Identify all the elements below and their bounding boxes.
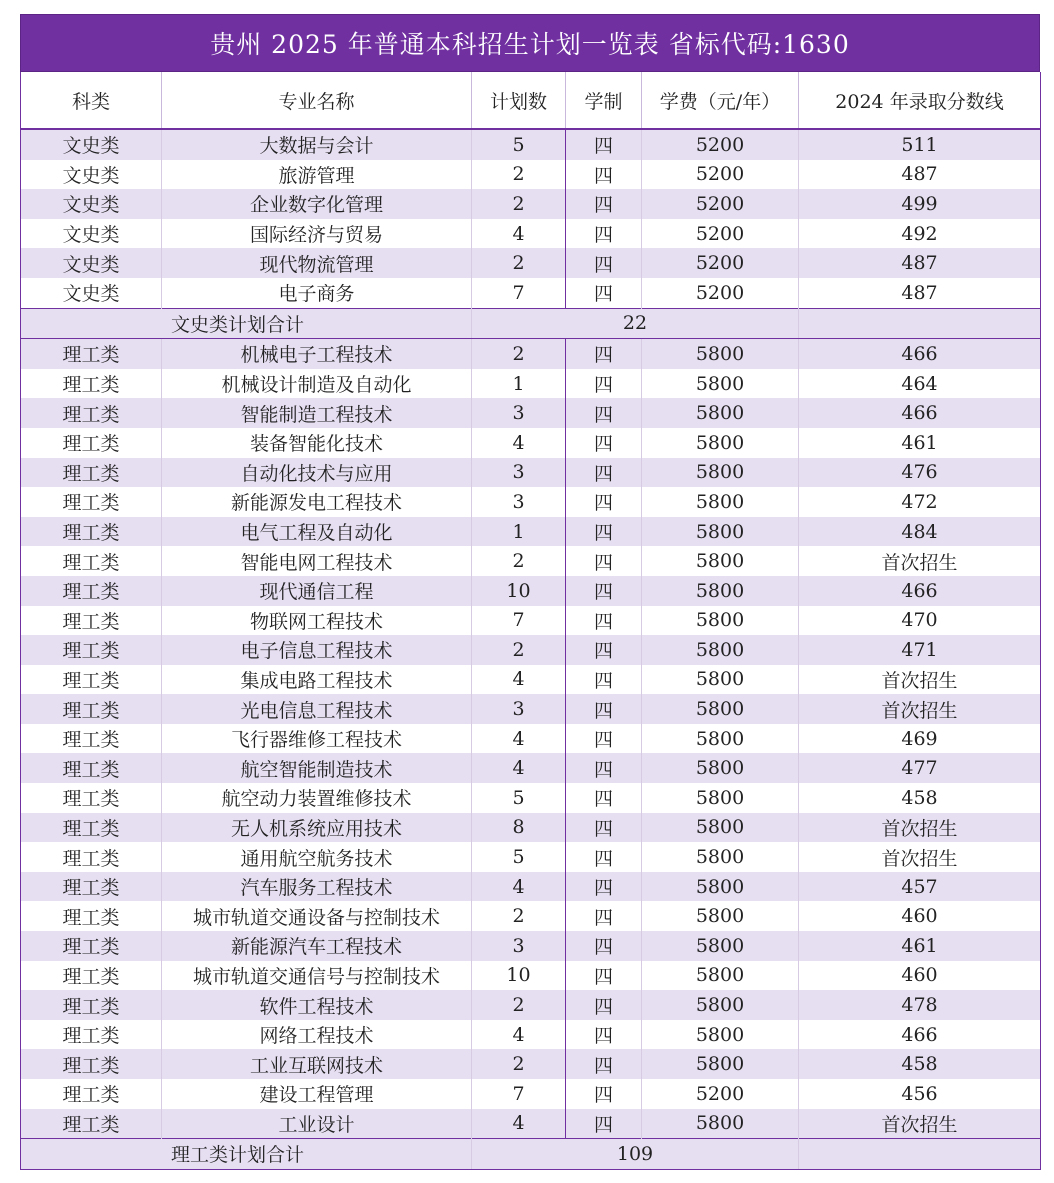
header-duration: 学制 bbox=[566, 72, 642, 129]
major-name-cell: 光电信息工程技术 bbox=[162, 694, 472, 724]
category-cell: 理工类 bbox=[21, 369, 162, 399]
duration-cell: 四 bbox=[566, 1109, 642, 1139]
plan-count-cell: 1 bbox=[472, 369, 566, 399]
major-name-cell: 装备智能化技术 bbox=[162, 428, 472, 458]
major-name-cell: 自动化技术与应用 bbox=[162, 458, 472, 488]
table-row bbox=[21, 339, 1041, 369]
duration-cell: 四 bbox=[566, 129, 642, 160]
plan-count-cell: 2 bbox=[472, 901, 566, 931]
category-cell: 理工类 bbox=[21, 1109, 162, 1139]
major-name-cell: 软件工程技术 bbox=[162, 990, 472, 1020]
header-tuition: 学费（元/年） bbox=[642, 72, 799, 129]
plan-count-cell: 4 bbox=[472, 219, 566, 249]
plan-count-cell: 4 bbox=[472, 872, 566, 902]
major-name-cell: 网络工程技术 bbox=[162, 1020, 472, 1050]
score-cell: 首次招生 bbox=[799, 813, 1041, 843]
table-row bbox=[21, 783, 1041, 813]
tuition-cell: 5800 bbox=[642, 606, 799, 636]
table-row bbox=[21, 872, 1041, 902]
score-cell: 466 bbox=[799, 576, 1041, 606]
tuition-cell: 5800 bbox=[642, 1020, 799, 1050]
tuition-cell: 5800 bbox=[642, 458, 799, 488]
major-name-cell: 汽车服务工程技术 bbox=[162, 872, 472, 902]
tuition-cell: 5800 bbox=[642, 635, 799, 665]
category-cell: 理工类 bbox=[21, 576, 162, 606]
header-2024-score: 2024 年录取分数线 bbox=[799, 72, 1041, 129]
table-row bbox=[21, 428, 1041, 458]
major-name-cell: 建设工程管理 bbox=[162, 1079, 472, 1109]
table-row bbox=[21, 546, 1041, 576]
table-row bbox=[21, 1109, 1041, 1139]
major-name-cell: 旅游管理 bbox=[162, 160, 472, 190]
score-cell: 首次招生 bbox=[799, 694, 1041, 724]
table-row bbox=[21, 665, 1041, 695]
duration-cell: 四 bbox=[566, 872, 642, 902]
score-cell: 487 bbox=[799, 248, 1041, 278]
major-name-cell: 电气工程及自动化 bbox=[162, 517, 472, 547]
tuition-cell: 5800 bbox=[642, 694, 799, 724]
group-total-value: 22 bbox=[472, 308, 799, 339]
tuition-cell: 5200 bbox=[642, 1079, 799, 1109]
category-cell: 理工类 bbox=[21, 931, 162, 961]
category-cell: 理工类 bbox=[21, 665, 162, 695]
tuition-cell: 5800 bbox=[642, 872, 799, 902]
major-name-cell: 城市轨道交通设备与控制技术 bbox=[162, 901, 472, 931]
score-cell: 477 bbox=[799, 753, 1041, 783]
header-category: 科类 bbox=[21, 72, 162, 129]
plan-count-cell: 3 bbox=[472, 487, 566, 517]
category-cell: 理工类 bbox=[21, 398, 162, 428]
table-row bbox=[21, 813, 1041, 843]
group-total-row bbox=[21, 1139, 1041, 1170]
table-row bbox=[21, 842, 1041, 872]
major-name-cell: 工业设计 bbox=[162, 1109, 472, 1139]
tuition-cell: 5200 bbox=[642, 189, 799, 219]
table-row bbox=[21, 606, 1041, 636]
major-name-cell: 飞行器维修工程技术 bbox=[162, 724, 472, 754]
plan-count-cell: 3 bbox=[472, 931, 566, 961]
plan-count-cell: 4 bbox=[472, 428, 566, 458]
major-name-cell: 机械电子工程技术 bbox=[162, 339, 472, 369]
tuition-cell: 5800 bbox=[642, 1049, 799, 1079]
category-cell: 理工类 bbox=[21, 546, 162, 576]
category-cell: 理工类 bbox=[21, 694, 162, 724]
major-name-cell: 电子商务 bbox=[162, 278, 472, 308]
plan-count-cell: 5 bbox=[472, 783, 566, 813]
score-cell: 466 bbox=[799, 1020, 1041, 1050]
category-cell: 理工类 bbox=[21, 606, 162, 636]
major-name-cell: 集成电路工程技术 bbox=[162, 665, 472, 695]
score-cell: 466 bbox=[799, 339, 1041, 369]
tuition-cell: 5800 bbox=[642, 842, 799, 872]
plan-count-cell: 3 bbox=[472, 694, 566, 724]
header-major-name: 专业名称 bbox=[162, 72, 472, 129]
duration-cell: 四 bbox=[566, 635, 642, 665]
tuition-cell: 5800 bbox=[642, 576, 799, 606]
score-cell: 511 bbox=[799, 129, 1041, 160]
table-body bbox=[21, 129, 1041, 1169]
score-cell: 460 bbox=[799, 901, 1041, 931]
category-cell: 理工类 bbox=[21, 458, 162, 488]
plan-count-cell: 3 bbox=[472, 398, 566, 428]
table-row bbox=[21, 1020, 1041, 1050]
tuition-cell: 5800 bbox=[642, 665, 799, 695]
plan-count-cell: 2 bbox=[472, 546, 566, 576]
plan-count-cell: 4 bbox=[472, 724, 566, 754]
plan-count-cell: 4 bbox=[472, 1020, 566, 1050]
plan-count-cell: 1 bbox=[472, 517, 566, 547]
enrollment-plan-sheet bbox=[20, 14, 1040, 1170]
plan-count-cell: 4 bbox=[472, 753, 566, 783]
category-cell: 理工类 bbox=[21, 635, 162, 665]
tuition-cell: 5800 bbox=[642, 487, 799, 517]
enrollment-table bbox=[20, 72, 1041, 1170]
tuition-cell: 5800 bbox=[642, 783, 799, 813]
group-total-label: 理工类计划合计 bbox=[21, 1139, 472, 1170]
plan-count-cell: 3 bbox=[472, 458, 566, 488]
major-name-cell: 航空动力装置维修技术 bbox=[162, 783, 472, 813]
score-cell: 首次招生 bbox=[799, 665, 1041, 695]
table-row bbox=[21, 901, 1041, 931]
group-total-value: 109 bbox=[472, 1139, 799, 1170]
plan-count-cell: 2 bbox=[472, 1049, 566, 1079]
table-row bbox=[21, 1079, 1041, 1109]
score-cell: 472 bbox=[799, 487, 1041, 517]
score-cell: 487 bbox=[799, 278, 1041, 308]
duration-cell: 四 bbox=[566, 694, 642, 724]
tuition-cell: 5200 bbox=[642, 278, 799, 308]
category-cell: 理工类 bbox=[21, 813, 162, 843]
tuition-cell: 5800 bbox=[642, 546, 799, 576]
category-cell: 理工类 bbox=[21, 783, 162, 813]
table-row bbox=[21, 724, 1041, 754]
duration-cell: 四 bbox=[566, 990, 642, 1020]
table-row bbox=[21, 189, 1041, 219]
major-name-cell: 物联网工程技术 bbox=[162, 606, 472, 636]
score-cell: 461 bbox=[799, 428, 1041, 458]
duration-cell: 四 bbox=[566, 901, 642, 931]
major-name-cell: 机械设计制造及自动化 bbox=[162, 369, 472, 399]
plan-count-cell: 4 bbox=[472, 665, 566, 695]
major-name-cell: 工业互联网技术 bbox=[162, 1049, 472, 1079]
group-total-empty-cell bbox=[799, 1139, 1041, 1170]
score-cell: 457 bbox=[799, 872, 1041, 902]
plan-count-cell: 7 bbox=[472, 1079, 566, 1109]
duration-cell: 四 bbox=[566, 398, 642, 428]
major-name-cell: 电子信息工程技术 bbox=[162, 635, 472, 665]
major-name-cell: 现代通信工程 bbox=[162, 576, 472, 606]
major-name-cell: 通用航空航务技术 bbox=[162, 842, 472, 872]
table-row bbox=[21, 278, 1041, 308]
category-cell: 理工类 bbox=[21, 961, 162, 991]
score-cell: 478 bbox=[799, 990, 1041, 1020]
plan-count-cell: 2 bbox=[472, 339, 566, 369]
duration-cell: 四 bbox=[566, 546, 642, 576]
score-cell: 469 bbox=[799, 724, 1041, 754]
tuition-cell: 5200 bbox=[642, 129, 799, 160]
major-name-cell: 大数据与会计 bbox=[162, 129, 472, 160]
table-row bbox=[21, 753, 1041, 783]
major-name-cell: 无人机系统应用技术 bbox=[162, 813, 472, 843]
category-cell: 理工类 bbox=[21, 487, 162, 517]
table-row bbox=[21, 160, 1041, 190]
duration-cell: 四 bbox=[566, 783, 642, 813]
duration-cell: 四 bbox=[566, 189, 642, 219]
page-title: 贵州 2025 年普通本科招生计划一览表 省标代码:1630 bbox=[20, 14, 1040, 72]
score-cell: 492 bbox=[799, 219, 1041, 249]
major-name-cell: 航空智能制造技术 bbox=[162, 753, 472, 783]
score-cell: 499 bbox=[799, 189, 1041, 219]
duration-cell: 四 bbox=[566, 517, 642, 547]
table-row bbox=[21, 990, 1041, 1020]
major-name-cell: 新能源汽车工程技术 bbox=[162, 931, 472, 961]
group-total-label: 文史类计划合计 bbox=[21, 308, 472, 339]
group-total-empty-cell bbox=[799, 308, 1041, 339]
plan-count-cell: 5 bbox=[472, 842, 566, 872]
category-cell: 理工类 bbox=[21, 990, 162, 1020]
table-row bbox=[21, 517, 1041, 547]
tuition-cell: 5800 bbox=[642, 724, 799, 754]
duration-cell: 四 bbox=[566, 724, 642, 754]
tuition-cell: 5800 bbox=[642, 398, 799, 428]
tuition-cell: 5800 bbox=[642, 990, 799, 1020]
category-cell: 理工类 bbox=[21, 1049, 162, 1079]
score-cell: 460 bbox=[799, 961, 1041, 991]
table-row bbox=[21, 1049, 1041, 1079]
table-row bbox=[21, 369, 1041, 399]
category-cell: 理工类 bbox=[21, 753, 162, 783]
plan-count-cell: 7 bbox=[472, 278, 566, 308]
table-row bbox=[21, 129, 1041, 160]
tuition-cell: 5800 bbox=[642, 339, 799, 369]
major-name-cell: 新能源发电工程技术 bbox=[162, 487, 472, 517]
score-cell: 476 bbox=[799, 458, 1041, 488]
duration-cell: 四 bbox=[566, 665, 642, 695]
major-name-cell: 城市轨道交通信号与控制技术 bbox=[162, 961, 472, 991]
table-row bbox=[21, 694, 1041, 724]
category-cell: 理工类 bbox=[21, 724, 162, 754]
duration-cell: 四 bbox=[566, 487, 642, 517]
plan-count-cell: 10 bbox=[472, 961, 566, 991]
table-row bbox=[21, 961, 1041, 991]
category-cell: 文史类 bbox=[21, 129, 162, 160]
header-plan-count: 计划数 bbox=[472, 72, 566, 129]
duration-cell: 四 bbox=[566, 842, 642, 872]
score-cell: 首次招生 bbox=[799, 546, 1041, 576]
duration-cell: 四 bbox=[566, 458, 642, 488]
duration-cell: 四 bbox=[566, 1020, 642, 1050]
score-cell: 487 bbox=[799, 160, 1041, 190]
tuition-cell: 5800 bbox=[642, 753, 799, 783]
category-cell: 文史类 bbox=[21, 189, 162, 219]
major-name-cell: 智能制造工程技术 bbox=[162, 398, 472, 428]
table-row bbox=[21, 487, 1041, 517]
duration-cell: 四 bbox=[566, 961, 642, 991]
category-cell: 理工类 bbox=[21, 339, 162, 369]
table-row bbox=[21, 931, 1041, 961]
plan-count-cell: 2 bbox=[472, 189, 566, 219]
table-row bbox=[21, 458, 1041, 488]
duration-cell: 四 bbox=[566, 278, 642, 308]
major-name-cell: 智能电网工程技术 bbox=[162, 546, 472, 576]
duration-cell: 四 bbox=[566, 1049, 642, 1079]
tuition-cell: 5200 bbox=[642, 160, 799, 190]
plan-count-cell: 2 bbox=[472, 635, 566, 665]
score-cell: 464 bbox=[799, 369, 1041, 399]
category-cell: 理工类 bbox=[21, 1020, 162, 1050]
plan-count-cell: 2 bbox=[472, 160, 566, 190]
tuition-cell: 5800 bbox=[642, 428, 799, 458]
table-row bbox=[21, 576, 1041, 606]
score-cell: 484 bbox=[799, 517, 1041, 547]
category-cell: 理工类 bbox=[21, 517, 162, 547]
table-row bbox=[21, 248, 1041, 278]
plan-count-cell: 5 bbox=[472, 129, 566, 160]
score-cell: 471 bbox=[799, 635, 1041, 665]
duration-cell: 四 bbox=[566, 576, 642, 606]
score-cell: 456 bbox=[799, 1079, 1041, 1109]
table-row bbox=[21, 219, 1041, 249]
tuition-cell: 5800 bbox=[642, 517, 799, 547]
score-cell: 458 bbox=[799, 1049, 1041, 1079]
category-cell: 理工类 bbox=[21, 842, 162, 872]
duration-cell: 四 bbox=[566, 1079, 642, 1109]
duration-cell: 四 bbox=[566, 428, 642, 458]
tuition-cell: 5200 bbox=[642, 219, 799, 249]
duration-cell: 四 bbox=[566, 160, 642, 190]
duration-cell: 四 bbox=[566, 339, 642, 369]
group-total-row bbox=[21, 308, 1041, 339]
duration-cell: 四 bbox=[566, 219, 642, 249]
plan-count-cell: 7 bbox=[472, 606, 566, 636]
category-cell: 理工类 bbox=[21, 428, 162, 458]
plan-count-cell: 8 bbox=[472, 813, 566, 843]
major-name-cell: 国际经济与贸易 bbox=[162, 219, 472, 249]
category-cell: 理工类 bbox=[21, 872, 162, 902]
tuition-cell: 5800 bbox=[642, 931, 799, 961]
tuition-cell: 5800 bbox=[642, 369, 799, 399]
tuition-cell: 5200 bbox=[642, 248, 799, 278]
plan-count-cell: 10 bbox=[472, 576, 566, 606]
duration-cell: 四 bbox=[566, 369, 642, 399]
plan-count-cell: 4 bbox=[472, 1109, 566, 1139]
duration-cell: 四 bbox=[566, 753, 642, 783]
score-cell: 458 bbox=[799, 783, 1041, 813]
score-cell: 首次招生 bbox=[799, 842, 1041, 872]
category-cell: 文史类 bbox=[21, 248, 162, 278]
tuition-cell: 5800 bbox=[642, 1109, 799, 1139]
score-cell: 首次招生 bbox=[799, 1109, 1041, 1139]
score-cell: 466 bbox=[799, 398, 1041, 428]
category-cell: 文史类 bbox=[21, 219, 162, 249]
plan-count-cell: 2 bbox=[472, 990, 566, 1020]
duration-cell: 四 bbox=[566, 606, 642, 636]
tuition-cell: 5800 bbox=[642, 901, 799, 931]
category-cell: 文史类 bbox=[21, 160, 162, 190]
duration-cell: 四 bbox=[566, 248, 642, 278]
category-cell: 理工类 bbox=[21, 1079, 162, 1109]
score-cell: 470 bbox=[799, 606, 1041, 636]
category-cell: 理工类 bbox=[21, 901, 162, 931]
major-name-cell: 现代物流管理 bbox=[162, 248, 472, 278]
category-cell: 文史类 bbox=[21, 278, 162, 308]
major-name-cell: 企业数字化管理 bbox=[162, 189, 472, 219]
duration-cell: 四 bbox=[566, 931, 642, 961]
score-cell: 461 bbox=[799, 931, 1041, 961]
table-row bbox=[21, 635, 1041, 665]
plan-count-cell: 2 bbox=[472, 248, 566, 278]
table-row bbox=[21, 398, 1041, 428]
duration-cell: 四 bbox=[566, 813, 642, 843]
table-header-row bbox=[21, 72, 1041, 129]
tuition-cell: 5800 bbox=[642, 961, 799, 991]
tuition-cell: 5800 bbox=[642, 813, 799, 843]
